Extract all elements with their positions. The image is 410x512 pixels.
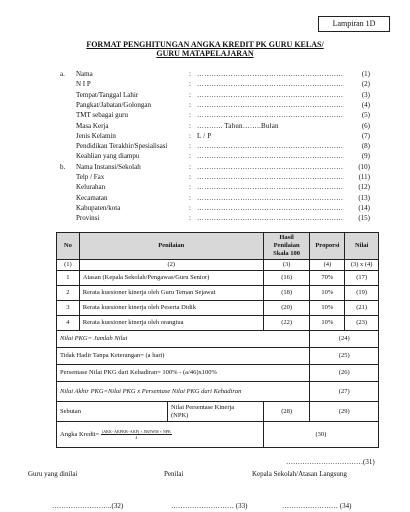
field-number: (3) xyxy=(361,90,370,99)
field-colon: : xyxy=(189,121,191,130)
header-hasil: Hasil Penilaian Skala 100 xyxy=(263,233,310,260)
tidak-hadir-num: (25) xyxy=(310,348,379,365)
angka-kredit-formula xyxy=(101,429,172,440)
field-label: Pendidikan Terakhir/Spesialisasi xyxy=(76,142,168,151)
field-colon: : xyxy=(189,183,191,192)
field-colon: : xyxy=(189,173,191,181)
assessment-table xyxy=(56,232,379,448)
row-penilaian: Rerata kuesioner kinerja oleh Guru Teman Sejawat xyxy=(79,286,263,301)
field-number: (8) xyxy=(361,142,370,151)
lampiran-label: Lampiran 1D xyxy=(318,16,390,32)
row-penilaian: Rerata kuesioner kinerja oleh Peserta Didik xyxy=(79,301,263,316)
form-field-row xyxy=(0,213,410,223)
signer-guru-line: ……………………..(32) xyxy=(52,502,124,510)
field-number: (6) xyxy=(361,121,370,130)
form-field-row xyxy=(0,110,410,120)
field-colon: : xyxy=(189,80,191,89)
row-no: 2 xyxy=(57,286,80,301)
form-field-row xyxy=(0,121,410,131)
index-no: (1) xyxy=(57,260,80,271)
persentase-num: (26) xyxy=(310,365,379,382)
form-field-row xyxy=(0,193,410,203)
field-value: ……………………………………………………. xyxy=(197,80,343,89)
field-value: ……………………………………………………. xyxy=(197,100,343,109)
field-label: N I P xyxy=(76,80,91,89)
date-line: ……………………………(31) xyxy=(286,458,375,466)
row-proporsi: 70% xyxy=(310,271,345,286)
form-field-row xyxy=(0,151,410,161)
field-label: Telp / Fax xyxy=(76,173,105,181)
field-label: Kecamatan xyxy=(76,193,108,202)
sebutan-cell xyxy=(57,402,264,422)
index-penilaian: (2) xyxy=(79,260,263,271)
row-hasil: (18) xyxy=(263,286,310,301)
tidak-hadir-label: Tidak Hadir Tanpa Keterangan= (a hari) xyxy=(57,348,310,365)
field-colon: : xyxy=(189,203,191,212)
header-proporsi: Proporsi xyxy=(310,233,345,260)
header-penilaian: Penilaian xyxy=(79,233,263,260)
row-penilaian: Atasan (Kepala Sekolah/Pengawas/Guru Senior) xyxy=(79,271,263,286)
field-colon: : xyxy=(189,131,191,140)
nilai-pkg-label: Nilai PKG= Jumlah Nilai xyxy=(57,331,310,348)
form-field-row xyxy=(0,100,410,110)
field-label: Pangkat/Jabatan/Golongan xyxy=(76,100,152,109)
angka-kredit-label: Angka Kredit= xyxy=(60,430,100,438)
field-value: ……………………………………………………. xyxy=(197,173,343,181)
field-colon: : xyxy=(189,193,191,202)
signer-penilai-title: Penilai xyxy=(164,470,184,478)
index-nilai: (3) x (4) xyxy=(345,260,379,271)
field-colon: : xyxy=(189,162,191,171)
field-value: ……….. Tahun……..Bulan xyxy=(197,121,279,130)
field-number: (13) xyxy=(358,193,370,202)
row-hasil: (20) xyxy=(263,301,310,316)
npk-label: Nilai Persentase Kinerja (NPK) xyxy=(171,404,235,419)
field-label: TMT sebagai guru xyxy=(76,111,128,120)
field-value: ……………………………………………………. xyxy=(197,183,343,192)
row-proporsi: 10% xyxy=(310,286,345,301)
form-field-row xyxy=(0,172,410,182)
field-colon: : xyxy=(189,142,191,151)
field-number: (7) xyxy=(361,131,370,140)
form-field-row xyxy=(0,90,410,100)
signer-penilai-line: ……………………… (33) xyxy=(171,502,248,510)
field-value: L / P xyxy=(197,131,212,140)
section-marker: a. xyxy=(60,70,65,78)
signer-kepala-title: Kepala Sekolah/Atasan Langsung xyxy=(252,470,347,478)
sebutan-label: Sebutan xyxy=(60,407,81,415)
signer-kepala-line: …………………… (34) xyxy=(282,502,352,510)
row-penilaian: Rerata kuesioner kinerja oleh orangtua xyxy=(79,316,263,331)
persentase-label: Persentase Nilai PKG dari Kehadiran= 100% - (a/46)x100% xyxy=(57,365,310,382)
index-hasil: (3) xyxy=(263,260,310,271)
field-colon: : xyxy=(189,70,191,78)
row-nilai: (23) xyxy=(345,316,379,331)
formula-denominator: 4 xyxy=(135,435,138,440)
header-no: No xyxy=(57,233,80,260)
field-label: Jenis Kelamin xyxy=(76,131,116,140)
field-label: Kabupaten/kota xyxy=(76,203,121,212)
field-value: ……………………………………………………. xyxy=(197,70,343,78)
row-no: 3 xyxy=(57,301,80,316)
form-field-row xyxy=(0,141,410,151)
row-proporsi: 10% xyxy=(310,301,345,316)
header-nilai: Nilai xyxy=(345,233,379,260)
row-nilai: (21) xyxy=(345,301,379,316)
nilai-akhir-num: (27) xyxy=(310,382,379,402)
row-proporsi: 10% xyxy=(310,316,345,331)
field-colon: : xyxy=(189,152,191,161)
index-proporsi: (4) xyxy=(310,260,345,271)
field-value: ……………………………………………………. xyxy=(197,162,343,171)
field-number: (14) xyxy=(358,203,370,212)
field-number: (2) xyxy=(361,80,370,89)
field-value: ……………………………………………………. xyxy=(197,214,343,223)
field-number: (15) xyxy=(358,214,370,223)
nilai-akhir-label: Nilai Akhir PKG=Nilai PKG x Persentase Nilai PKG dari Kehadiran xyxy=(57,382,310,402)
field-number: (12) xyxy=(358,183,370,192)
field-label: Kelurahan xyxy=(76,183,106,192)
field-colon: : xyxy=(189,90,191,99)
form-title-line1: FORMAT PENGHITUNGAN ANGKA KREDIT PK GURU KELAS/ xyxy=(86,40,324,49)
field-number: (5) xyxy=(361,111,370,120)
nilai-pkg-num: (24) xyxy=(310,331,379,348)
row-hasil: (16) xyxy=(263,271,310,286)
field-label: Nama Instansi/Sekolah xyxy=(76,162,141,171)
field-label: Provinsi xyxy=(76,214,100,223)
field-colon: : xyxy=(189,214,191,223)
field-label: Keahlian yang diampu xyxy=(76,152,140,161)
field-value: ……………………………………………………. xyxy=(197,203,343,212)
field-value: ……………………………………………………. xyxy=(197,193,343,202)
section-marker: b. xyxy=(60,162,66,171)
field-number: (1) xyxy=(361,70,370,78)
row-nilai: (17) xyxy=(345,271,379,286)
field-value: ……………………………………………………. xyxy=(197,142,343,151)
form-field-row xyxy=(0,162,410,172)
field-number: (10) xyxy=(358,162,370,171)
field-value: ……………………………………………………. xyxy=(197,111,343,120)
field-value: ……………………………………………………. xyxy=(197,152,343,161)
sebutan-num: (28) xyxy=(263,402,310,422)
field-colon: : xyxy=(189,111,191,120)
npk-num: (29) xyxy=(310,402,379,422)
form-field-row xyxy=(0,69,410,79)
field-label: Tempat/Tanggal Lahir xyxy=(76,90,139,99)
angka-kredit-cell xyxy=(57,422,264,448)
field-value: ……………………………………………………. xyxy=(197,90,343,99)
form-title-line2: GURU MATAPELAJARAN xyxy=(156,49,254,58)
field-number: (4) xyxy=(361,100,370,109)
row-hasil: (22) xyxy=(263,316,310,331)
form-field-row xyxy=(0,203,410,213)
field-number: (11) xyxy=(358,173,370,181)
row-no: 4 xyxy=(57,316,80,331)
field-label: Masa Kerja xyxy=(76,121,109,130)
formula-numerator: (AKK−AKPKB−AKP) × JM/JWM × NPK xyxy=(101,429,171,434)
form-field-row xyxy=(0,131,410,141)
angka-kredit-num: (30) xyxy=(263,422,378,448)
signer-guru-title: Guru yang dinilai xyxy=(28,470,78,478)
row-no: 1 xyxy=(57,271,80,286)
form-field-row xyxy=(0,182,410,192)
row-nilai: (19) xyxy=(345,286,379,301)
field-number: (9) xyxy=(361,152,370,161)
form-field-row xyxy=(0,79,410,89)
field-colon: : xyxy=(189,100,191,109)
field-label: Nama xyxy=(76,70,93,78)
